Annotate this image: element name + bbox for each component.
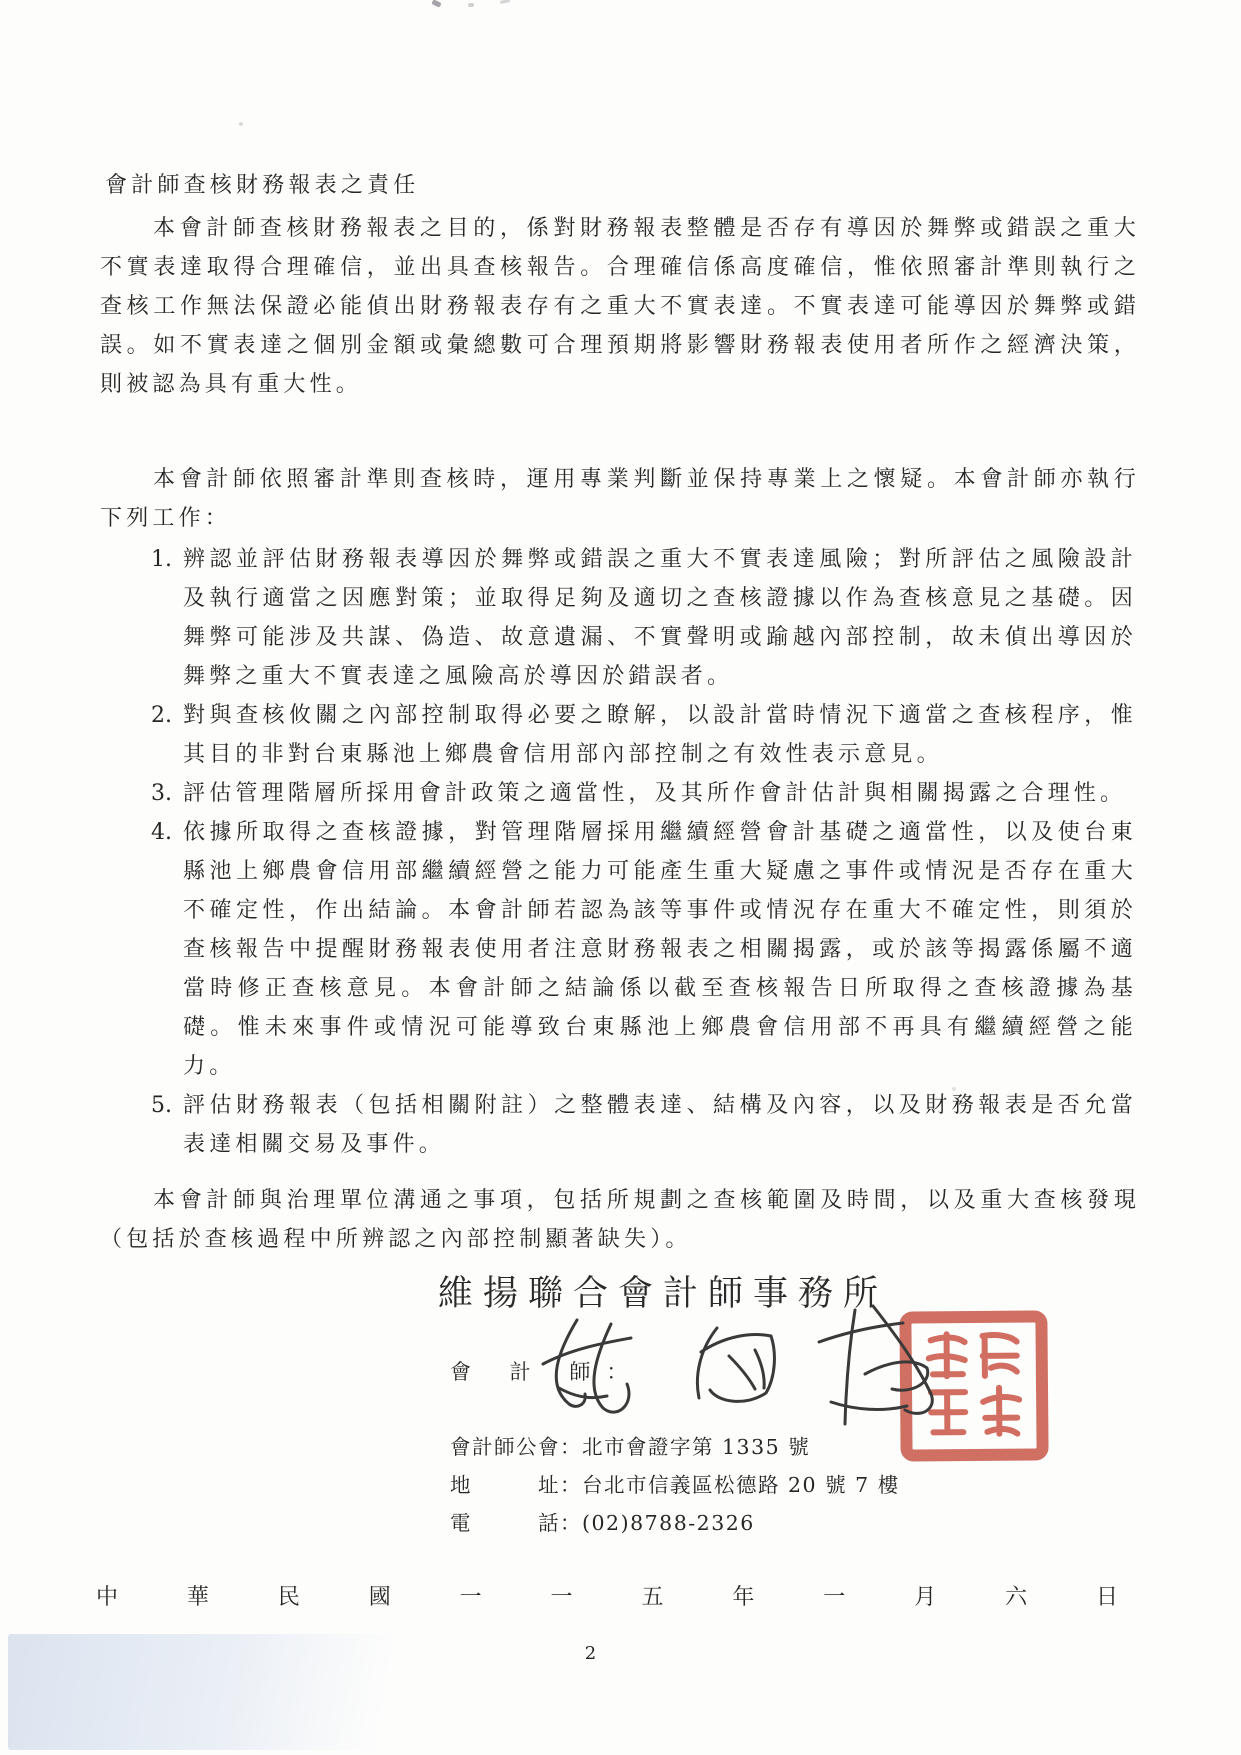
- page-number: 2: [584, 1643, 597, 1664]
- list-item: [151, 540, 1137, 696]
- section-heading: 會計師查核財務報表之責任: [105, 173, 420, 198]
- date-char: 一: [550, 1585, 573, 1610]
- association-line: 會計師公會：北市會證字第 1335 號: [450, 1435, 811, 1459]
- date-char: 華: [186, 1585, 209, 1610]
- list-item: [151, 774, 1137, 813]
- scan-speck: [431, 0, 441, 8]
- address-line: 地 址：台北市信義區松德路 20 號 7 樓: [450, 1473, 900, 1497]
- accountant-signature: [515, 1292, 985, 1442]
- scan-speck: [239, 122, 243, 126]
- date-char: 國: [368, 1585, 391, 1610]
- list-item: [151, 813, 1137, 1086]
- list-item-text: 評估管理階層所採用會計政策之適當性，及其所作會計估計與相關揭露之合理性。: [183, 781, 1127, 806]
- list-item-number: 4.: [151, 820, 172, 845]
- date-char: 日: [1095, 1585, 1118, 1610]
- date-char: 一: [459, 1585, 482, 1610]
- contact-block: [450, 1428, 900, 1542]
- list-item-text: 依據所取得之查核證據，對管理階層採用繼續經營會計基礎之適當性，以及使台東縣池上鄉農會信用部繼續經營之能力可能產生重大疑慮之事件或情況是否存在重大不確定性，作出結論。本會計師若認為該等事件或情況存在重大不確定性，則須於查核報告中提醒財務報表使用者注意財務報表之相關揭露，或於該等揭露係屬不適當時修正查核意見。本會計師之結論係以截至查核報告日所取得之查核證據為基礎。惟未來事件或情況可能導致台東縣池上鄉農會信用部不再具有繼續經營之能力。: [183, 820, 1137, 1079]
- list-item-text: 對與查核攸關之內部控制取得必要之瞭解，以設計當時情況下適當之查核程序，惟其目的非對台東縣池上鄉農會信用部內部控制之有效性表示意見。: [183, 703, 1137, 767]
- phone-line: 電 話：(02)8788-2326: [450, 1511, 755, 1535]
- date-char: 中: [96, 1585, 119, 1610]
- audit-work-list: [100, 540, 1140, 1164]
- list-item: [151, 696, 1137, 774]
- list-item-number: 1.: [151, 547, 172, 572]
- date-char: 六: [1005, 1585, 1028, 1610]
- date-char: 一: [823, 1585, 846, 1610]
- list-item-text: 辨認並評估財務報表導因於舞弊或錯誤之重大不實表達風險；對所評估之風險設計及執行適當之因應對策；並取得足夠及適切之查核證據以作為查核意見之基礎。因舞弊可能涉及共謀、偽造、故意遺漏、不實聲明或踰越內部控制，故未偵出導因於舞弊之重大不實表達之風險高於導因於錯誤者。: [183, 547, 1137, 689]
- paragraph-audit-procedures-intro: 本會計師依照審計準則查核時，運用專業判斷並保持專業上之懷疑。本會計師亦執行下列工作：: [100, 467, 1140, 531]
- paragraph-governance-communication: 本會計師與治理單位溝通之事項，包括所規劃之查核範圍及時間，以及重大查核發現（包括於查核過程中所辨認之內部控制顯著缺失）。: [100, 1188, 1140, 1252]
- date-char: 月: [914, 1585, 937, 1610]
- firm-name: 維揚聯合會計師事務所: [438, 1274, 889, 1314]
- paragraph-audit-objective: 本會計師查核財務報表之目的，係對財務報表整體是否存有導因於舞弊或錯誤之重大不實表達取得合理確信，並出具查核報告。合理確信係高度確信，惟依照審計準則執行之查核工作無法保證必能偵出財務報表存有之重大不實表達。不實表達可能導因於舞弊或錯誤。如不實表達之個別金額或彙總數可合理預期將影響財務報表使用者所作之經濟決策，則被認為具有重大性。: [100, 216, 1140, 397]
- scan-speck: [500, 0, 510, 4]
- list-item-number: 2.: [151, 703, 172, 728]
- list-item: [151, 1086, 1137, 1164]
- date-char: 年: [732, 1585, 755, 1610]
- date-char: 民: [277, 1585, 300, 1610]
- accountant-label: 會 計 師：: [450, 1360, 644, 1384]
- date-line: [96, 1580, 1118, 1611]
- list-item-number: 3.: [151, 781, 172, 806]
- scan-speck: [468, 3, 474, 7]
- list-item-text: 評估財務報表（包括相關附註）之整體表達、結構及內容，以及財務報表是否允當表達相關交易及事件。: [183, 1093, 1137, 1157]
- list-item-number: 5.: [151, 1093, 172, 1118]
- date-char: 五: [641, 1585, 664, 1610]
